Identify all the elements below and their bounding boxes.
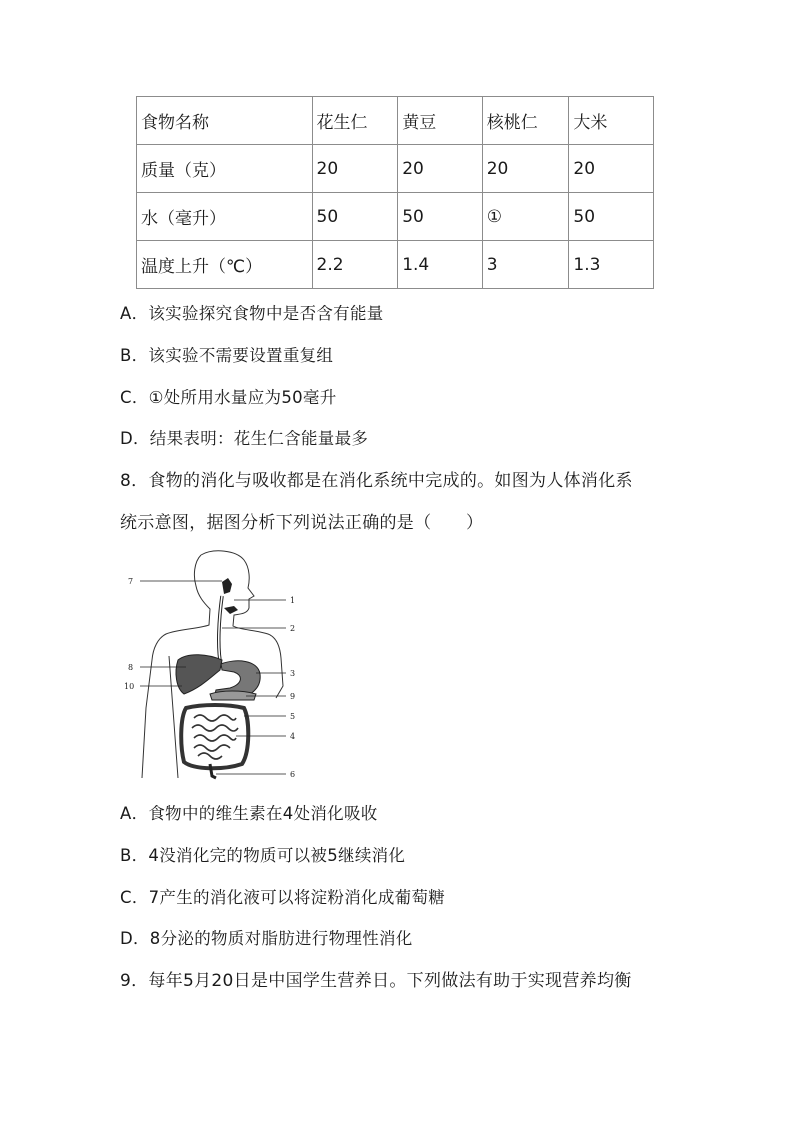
table-cell: 黄豆 [398,97,483,145]
diagram-label: 6 [290,770,296,779]
diagram-label: 9 [290,692,296,701]
q8-option-b: B．4没消化完的物质可以被5继续消化 [120,846,406,865]
q7-option-b: B．该实验不需要设置重复组 [120,346,334,365]
table-cell: 核桃仁 [482,97,569,145]
diagram-label: 8 [128,663,134,672]
table-cell: 20 [312,145,398,193]
table-cell: 1.3 [569,241,654,289]
diagram-label: 1 [290,596,296,605]
diagram-label: 4 [290,732,296,741]
diagram-label: 10 [124,682,135,691]
q7-option-a: A．该实验探究食物中是否含有能量 [120,304,384,323]
table-cell: 50 [569,193,654,241]
table-row [137,97,654,145]
q7-option-d: D．结果表明：花生仁含能量最多 [120,429,369,448]
table-cell: 20 [398,145,483,193]
q8-option-c: C．7产生的消化液可以将淀粉消化成葡萄糖 [120,888,446,907]
table-cell: 大米 [569,97,654,145]
diagram-label: 3 [290,669,296,678]
table-row [137,241,654,289]
q9-stem-line1: 9．每年5月20日是中国学生营养日。下列做法有助于实现营养均衡 [120,971,632,991]
table-cell: 温度上升（℃） [137,241,313,289]
diagram-label: 2 [290,624,296,633]
table-cell: 20 [569,145,654,193]
table-cell: 50 [312,193,398,241]
diagram-label: 5 [290,712,296,721]
table-cell: 3 [482,241,569,289]
q7-option-c: C．①处所用水量应为50毫升 [120,388,337,407]
digestive-system-diagram [118,548,308,782]
table-cell: 质量（克） [137,145,313,193]
table-cell: 水（毫升） [137,193,313,241]
food-energy-table [136,96,654,289]
q8-stem-line2: 统示意图，据图分析下列说法正确的是（ ） [120,513,484,533]
table-cell: ① [482,193,569,241]
table-cell: 1.4 [398,241,483,289]
q8-option-d: D．8分泌的物质对脂肪进行物理性消化 [120,929,413,948]
table-cell: 花生仁 [312,97,398,145]
table-row [137,193,654,241]
table-cell: 20 [482,145,569,193]
q8-option-a: A．食物中的维生素在4处消化吸收 [120,804,378,823]
q8-stem-line1: 8．食物的消化与吸收都是在消化系统中完成的。如图为人体消化系 [120,471,633,491]
table-cell: 2.2 [312,241,398,289]
table-cell: 50 [398,193,483,241]
table-row [137,145,654,193]
diagram-label: 7 [128,577,134,586]
table-cell: 食物名称 [137,97,313,145]
